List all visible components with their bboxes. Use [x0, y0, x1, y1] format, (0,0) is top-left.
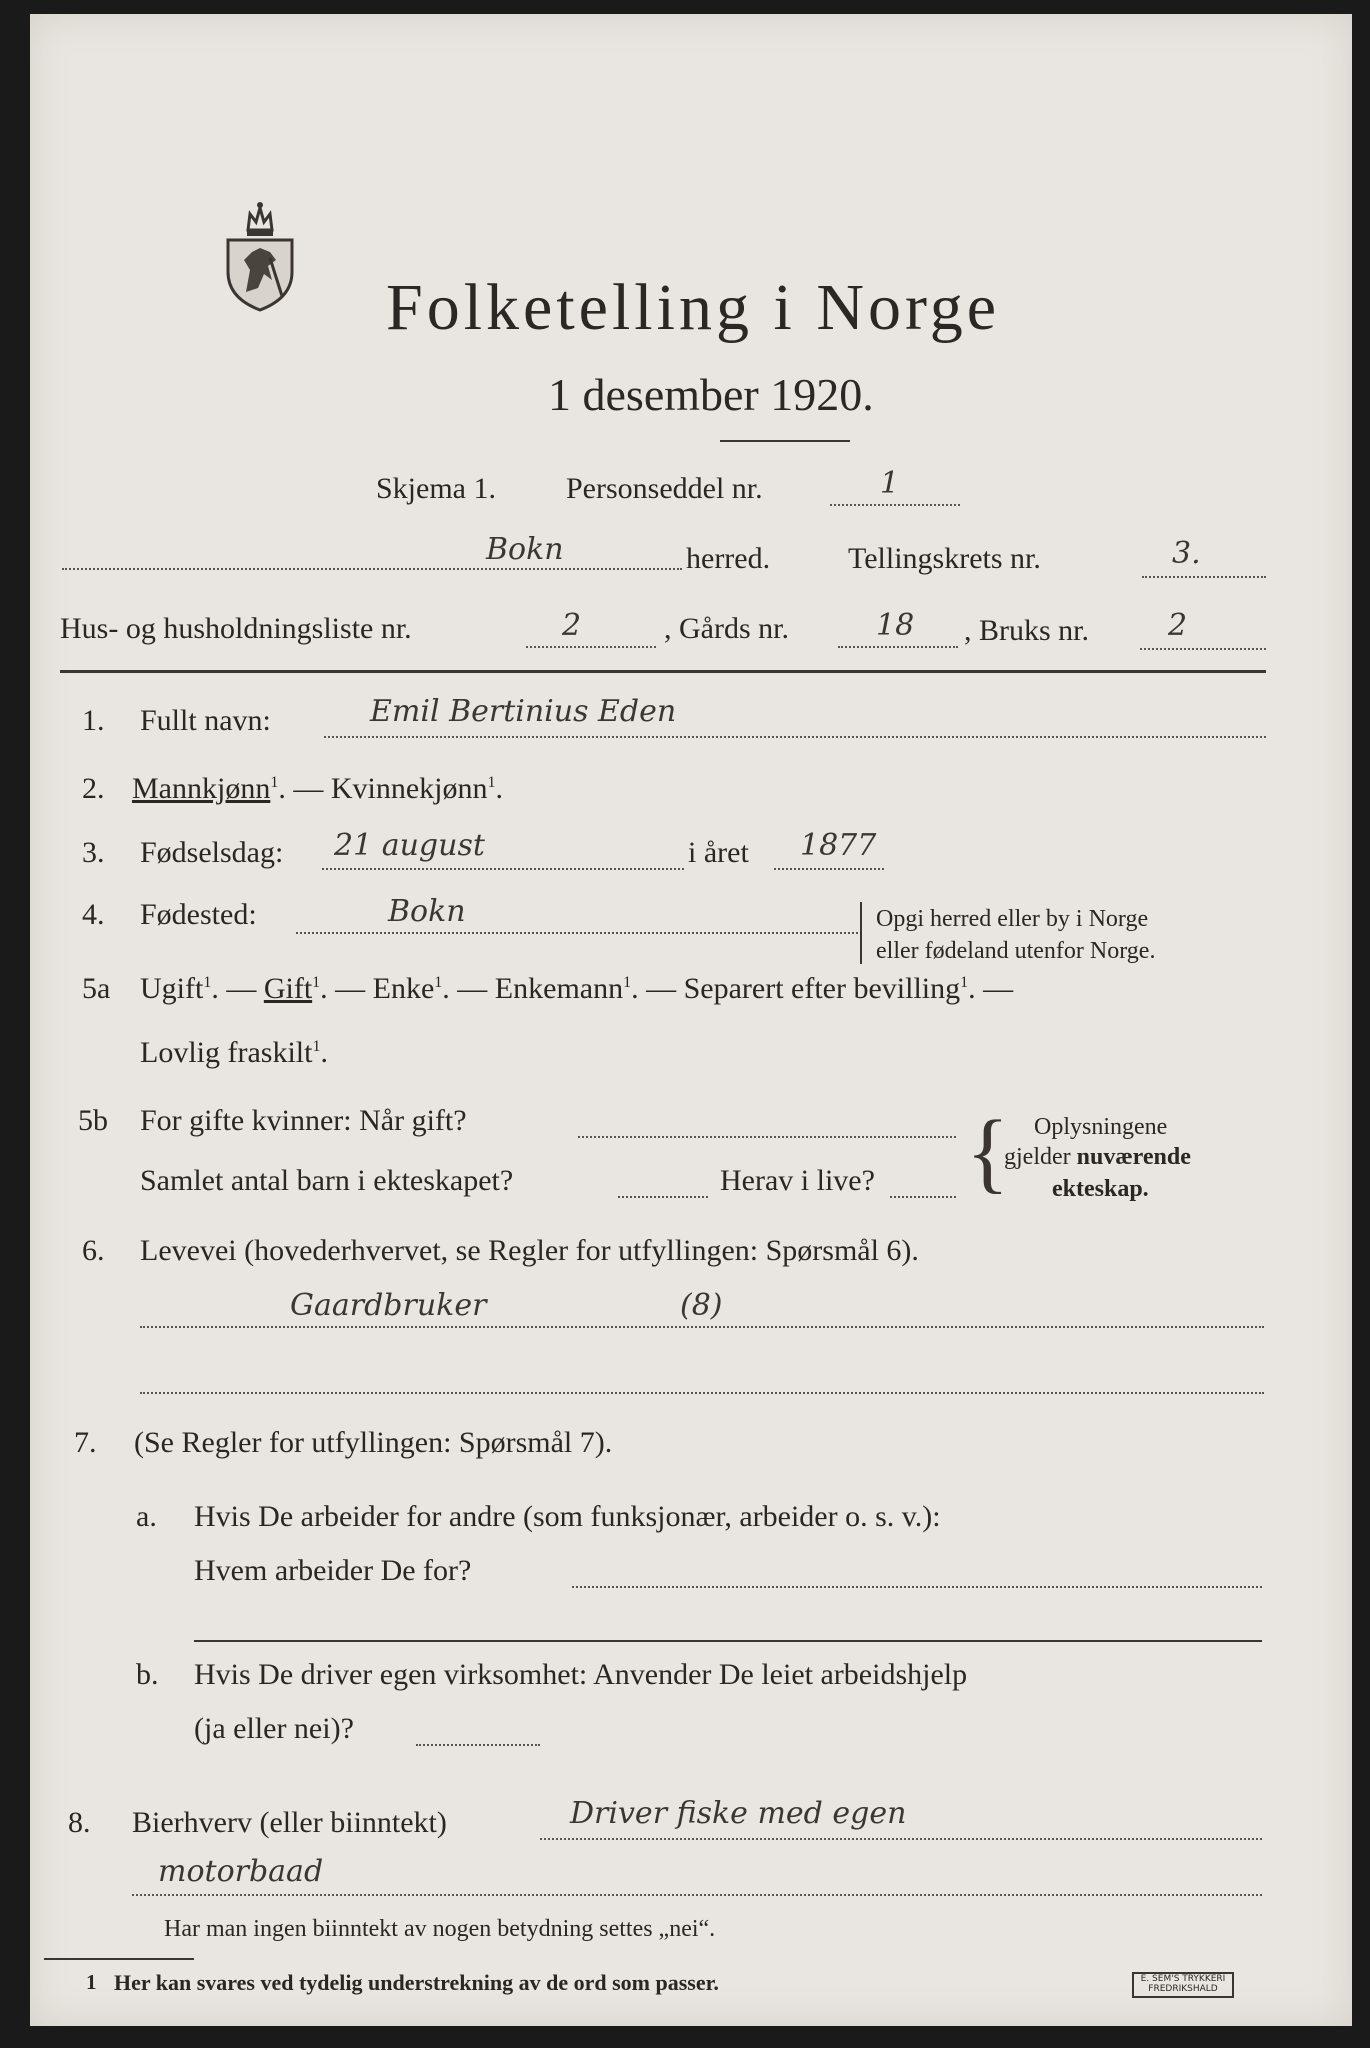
- married-when-field[interactable]: [578, 1136, 956, 1138]
- q7b-letter: b.: [136, 1658, 159, 1691]
- year-label: i året: [688, 836, 749, 869]
- occupation-value: Gaardbruker: [290, 1288, 487, 1323]
- footnote-rule: [44, 1958, 194, 1960]
- alive-field[interactable]: [890, 1196, 956, 1198]
- form-title: Folketelling i Norge: [386, 271, 1001, 344]
- bruks-label: , Bruks nr.: [964, 614, 1090, 647]
- tellingskrets-value: 3.: [1172, 536, 1201, 571]
- coat-of-arms-icon: [220, 200, 300, 312]
- q5b-note-line1: Oplysningene: [1034, 1114, 1168, 1140]
- q7-number: 7.: [74, 1426, 97, 1459]
- bruks-field[interactable]: [1140, 648, 1266, 650]
- hired-help-field[interactable]: [416, 1744, 540, 1746]
- side-income-field-2[interactable]: [132, 1894, 1262, 1896]
- q8-number: 8.: [68, 1806, 91, 1839]
- children-label: Samlet antal barn i ekteskapet?: [140, 1164, 514, 1197]
- q4-label: Fødested:: [140, 898, 257, 931]
- marital-lovlig-line: Lovlig fraskilt$^1$.: [140, 1036, 328, 1069]
- occupation-field-2[interactable]: [140, 1392, 1264, 1394]
- children-field[interactable]: [618, 1196, 708, 1198]
- q8-note: Har man ingen biinntekt av nogen betydning settes „nei“.: [164, 1916, 716, 1942]
- side-income-value-1: Driver fiske med egen: [570, 1796, 907, 1831]
- footnote-text: Her kan svares ved tydelig understrekning av de ord som passer.: [114, 1970, 719, 1995]
- q6-label: Levevei (hovederhvervet, se Regler for utfyllingen: Spørsmål 6).: [140, 1234, 919, 1267]
- birth-year-field[interactable]: [774, 868, 884, 870]
- birthday-field[interactable]: [322, 868, 684, 870]
- side-income-value-2: motorbaad: [158, 1854, 324, 1889]
- birthplace-field[interactable]: [296, 932, 858, 934]
- hus-field[interactable]: [526, 646, 656, 648]
- q8-label: Bierhverv (eller biinntekt): [132, 1806, 447, 1839]
- marital-enkemann-option[interactable]: Enkemann: [494, 972, 624, 1005]
- herred-field[interactable]: [62, 568, 682, 570]
- sex-male-option[interactable]: Mannkjønn: [132, 772, 271, 805]
- stamp-line1: E. SEM'S TRYKKERI: [1140, 1974, 1226, 1984]
- birthday-value: 21 august: [334, 828, 485, 863]
- marital-enke-option[interactable]: Enke: [372, 972, 435, 1005]
- full-name-value: Emil Bertinius Eden: [370, 694, 677, 729]
- q4-number: 4.: [82, 898, 105, 931]
- marital-lovlig-option[interactable]: Lovlig fraskilt: [140, 1036, 313, 1069]
- q5b-note-line2: gjelder nuværende: [1004, 1144, 1191, 1170]
- marital-gift-option[interactable]: Gift: [263, 972, 313, 1005]
- herred-label: herred.: [686, 542, 771, 575]
- birth-year-value: 1877: [800, 828, 877, 863]
- q4-note-bracket: [860, 902, 862, 964]
- hus-value: 2: [562, 608, 582, 643]
- stamp-line2: FREDRIKSHALD: [1148, 1984, 1218, 1994]
- q4-note-line1: Opgi herred eller by i Norge: [876, 906, 1149, 932]
- gards-field[interactable]: [838, 646, 958, 648]
- header-rule: [60, 670, 1266, 673]
- personseddel-field[interactable]: [830, 504, 960, 506]
- footnote-mark: 1: [86, 1970, 97, 1994]
- q2-number: 2.: [82, 772, 105, 805]
- bruks-value: 2: [1168, 608, 1188, 643]
- personseddel-value: 1: [880, 466, 900, 501]
- gards-label: , Gårds nr.: [664, 612, 789, 645]
- birthplace-value: Bokn: [388, 894, 466, 929]
- census-form-sheet: [30, 14, 1352, 2026]
- sex-separator: . —: [278, 772, 331, 805]
- employer-field-1[interactable]: [572, 1586, 1262, 1588]
- q1-number: 1.: [82, 704, 105, 737]
- q1-label: Fullt navn:: [140, 704, 271, 737]
- skjema-label: Skjema 1.: [376, 472, 496, 505]
- q3-number: 3.: [82, 836, 105, 869]
- q5a-number: 5a: [82, 972, 111, 1005]
- q7b-text: Hvis De driver egen virksomhet: Anvender De leiet arbeidshjelp: [194, 1658, 968, 1691]
- marital-ugift-option[interactable]: Ugift: [140, 972, 204, 1005]
- q5b-label: For gifte kvinner: Når gift?: [140, 1104, 467, 1137]
- q7a-letter: a.: [136, 1500, 157, 1533]
- marital-options: Ugift$^1$. — Gift$^1$. — Enke$^1$. — Enkemann$^1$. — Separert efter bevilling$^1$. —: [140, 972, 1014, 1005]
- sex-end: .: [495, 772, 503, 805]
- hus-label: Hus- og husholdningsliste nr.: [60, 612, 412, 645]
- sex-options: Mannkjønn$^1$. — Kvinnekjønn$^1$.: [132, 772, 503, 805]
- alive-label: Herav i live?: [720, 1164, 875, 1197]
- gards-value: 18: [876, 608, 915, 643]
- sex-female-option[interactable]: Kvinnekjønn: [330, 772, 488, 805]
- q5b-note-brace: {: [966, 1103, 1010, 1202]
- q7a-question: Hvem arbeider De for?: [194, 1554, 472, 1587]
- q6-number: 6.: [82, 1234, 105, 1267]
- employer-field-2[interactable]: [194, 1640, 1262, 1642]
- side-income-field-1[interactable]: [540, 1838, 1262, 1840]
- q7b-question: (ja eller nei)?: [194, 1712, 354, 1745]
- marital-separert-option[interactable]: Separert efter bevilling: [683, 972, 961, 1005]
- q7a-text: Hvis De arbeider for andre (som funksjonær, arbeider o. s. v.):: [194, 1500, 941, 1533]
- herred-value: Bokn: [486, 532, 564, 567]
- occupation-value-code: (8): [680, 1288, 723, 1323]
- personseddel-label: Personseddel nr.: [566, 472, 763, 505]
- full-name-field[interactable]: [324, 736, 1266, 738]
- q7-label: (Se Regler for utfyllingen: Spørsmål 7).: [134, 1426, 613, 1459]
- tellingskrets-label: Tellingskrets nr.: [848, 542, 1041, 575]
- tellingskrets-field[interactable]: [1142, 576, 1266, 578]
- title-divider: [720, 440, 850, 442]
- q5b-note-line3: ekteskap.: [1052, 1176, 1149, 1202]
- q3-label: Fødselsdag:: [140, 836, 284, 869]
- printer-stamp: [1132, 1972, 1234, 1998]
- census-date: 1 desember 1920.: [548, 369, 874, 420]
- q4-note-line2: eller fødeland utenfor Norge.: [876, 938, 1156, 964]
- occupation-field-1[interactable]: [140, 1326, 1264, 1328]
- q5b-number: 5b: [78, 1104, 108, 1137]
